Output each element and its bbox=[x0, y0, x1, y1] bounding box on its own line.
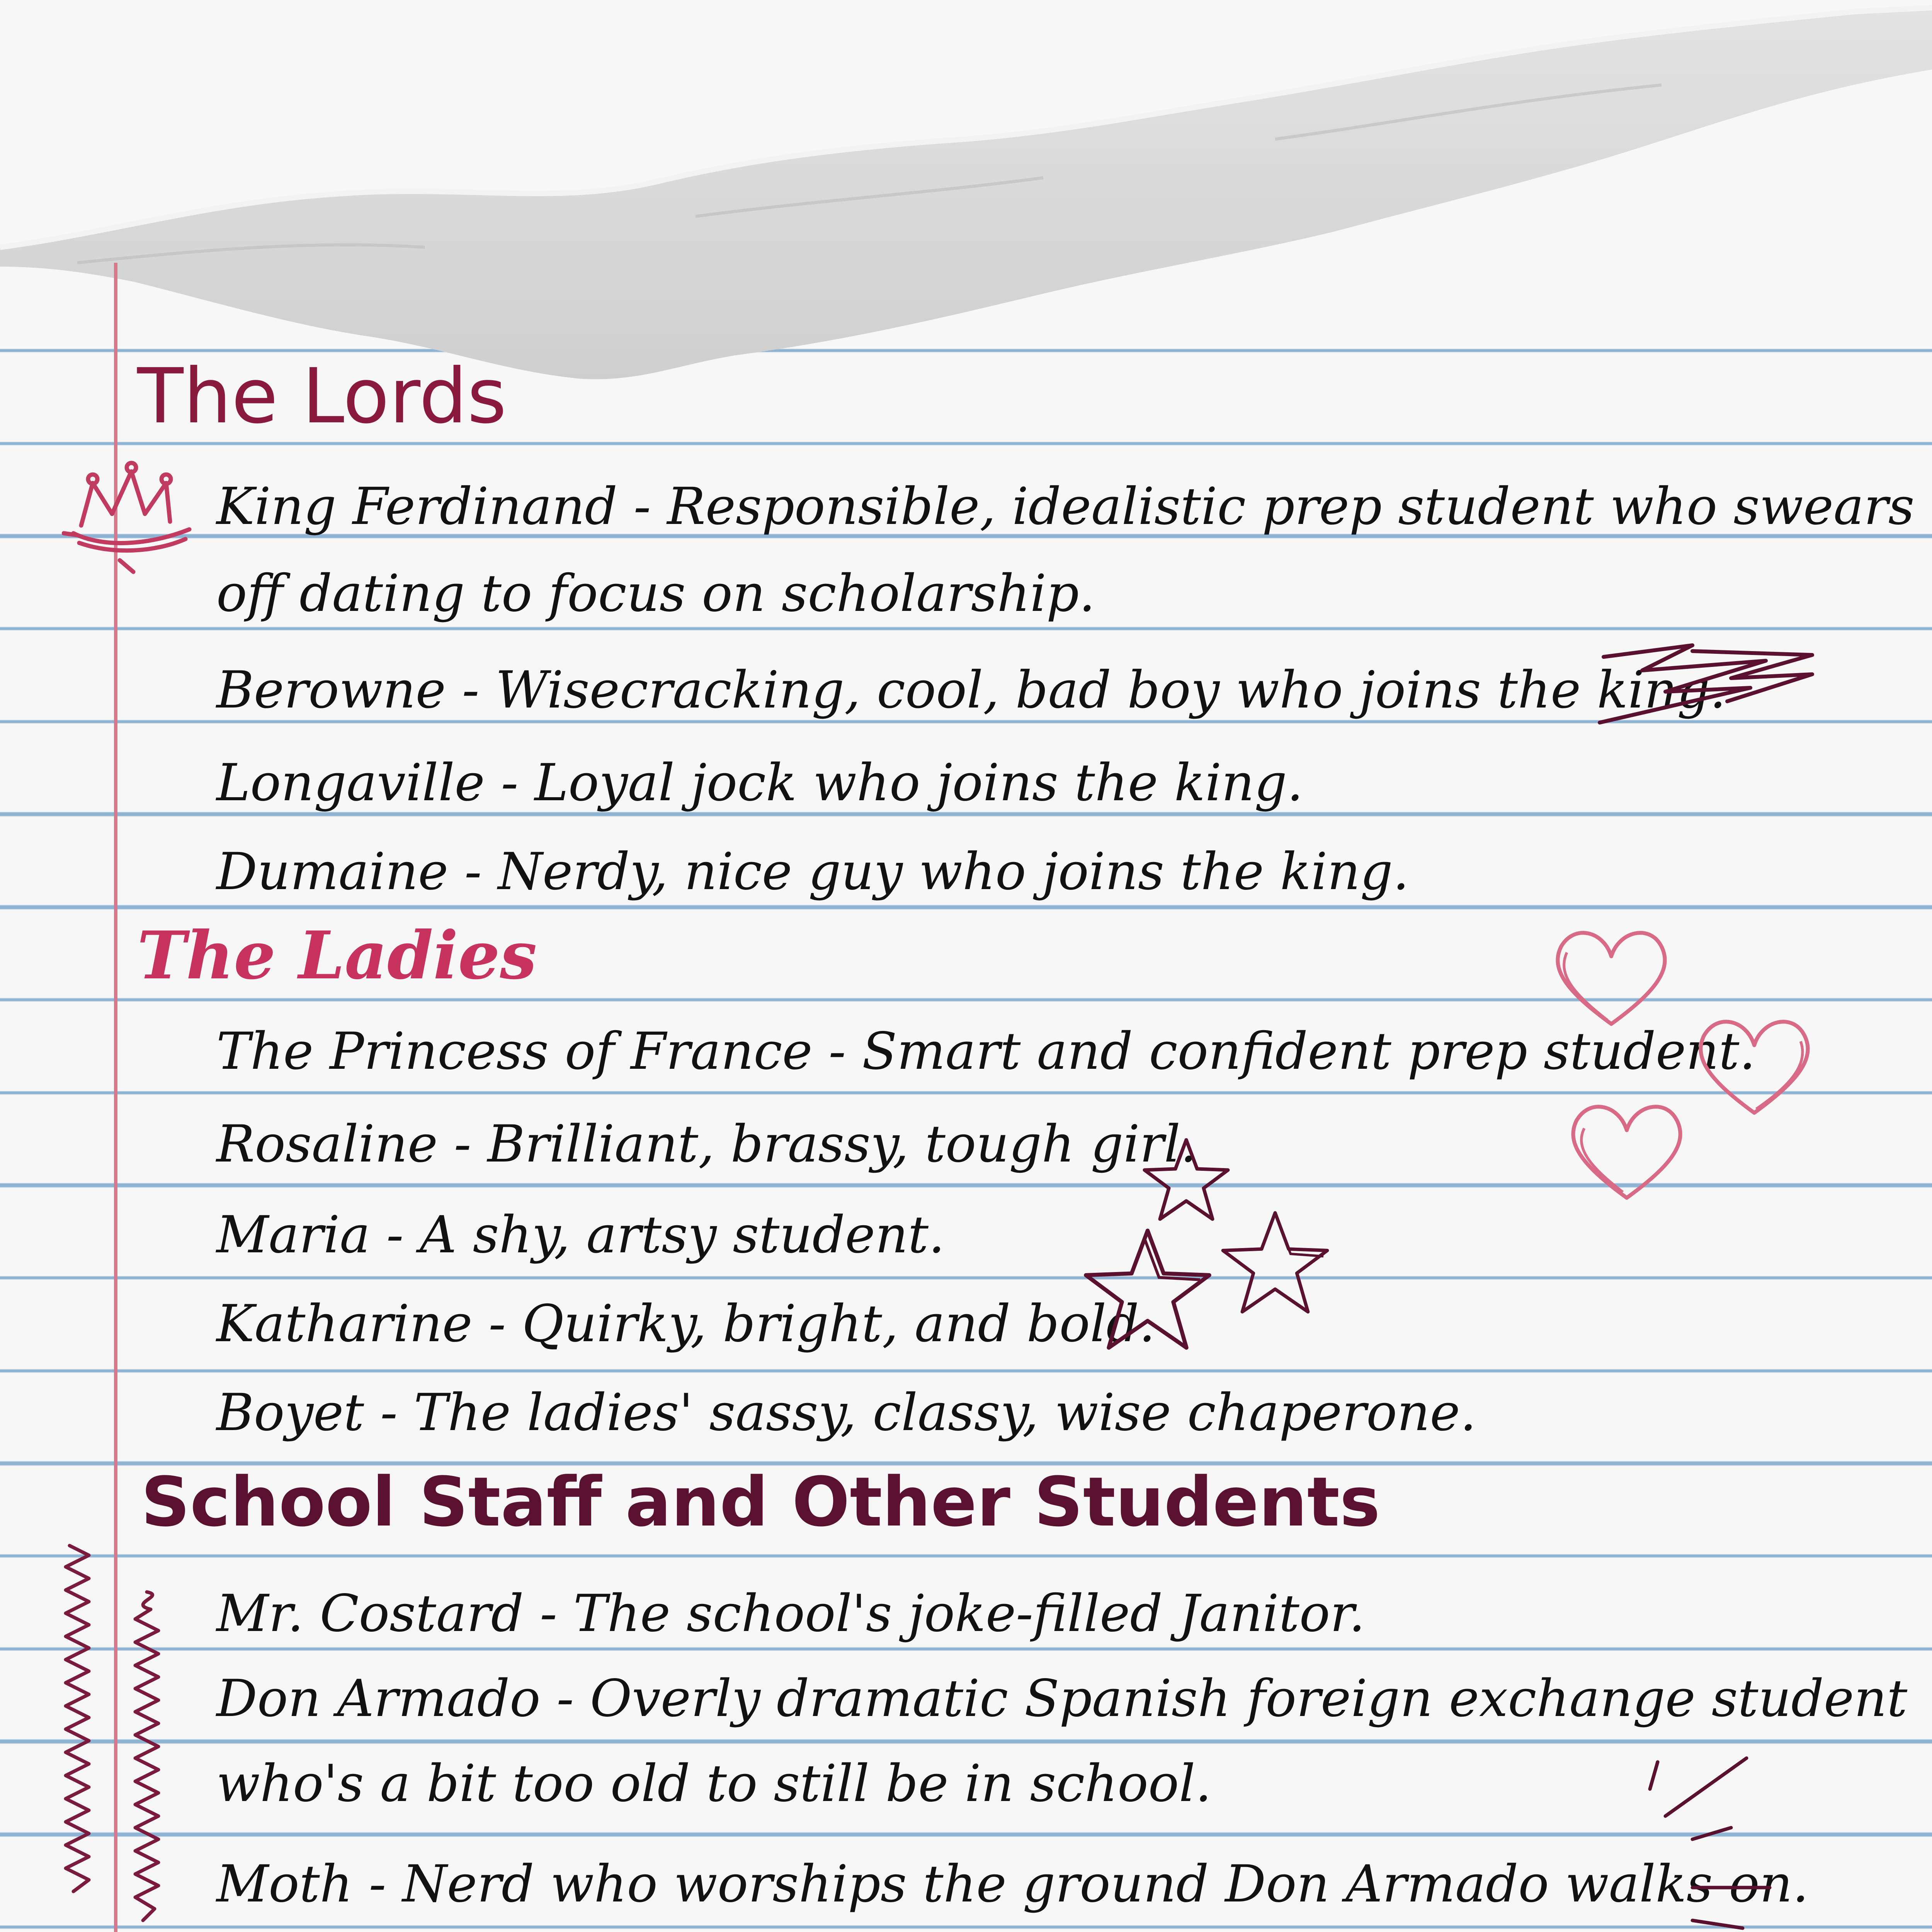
staff-line-don-armado-cont: who's a bit too old to still be in school. bbox=[216, 1754, 1212, 1813]
heart-icon bbox=[1546, 920, 1677, 1036]
lords-line-king-ferdinand: King Ferdinand - Responsible, idealistic prep student who swears bbox=[216, 477, 1915, 536]
lords-line-longaville: Longaville - Loyal jock who joins the king. bbox=[216, 753, 1303, 813]
heart-icon bbox=[1561, 1094, 1692, 1209]
ladies-line-katharine: Katharine - Quirky, bright, and bold. bbox=[216, 1294, 1155, 1354]
lords-line-berowne: Berowne - Wisecracking, cool, bad boy who joins the king. bbox=[216, 660, 1726, 720]
ladies-line-princess: The Princess of France - Smart and confident prep student. bbox=[216, 1022, 1756, 1081]
heading-school-staff: School Staff and Other Students bbox=[141, 1463, 1380, 1542]
ladies-line-rosaline: Rosaline - Brilliant, brassy, tough girl. bbox=[216, 1114, 1197, 1174]
heart-icon bbox=[1689, 1009, 1820, 1124]
heading-the-lords: The Lords bbox=[137, 352, 507, 440]
zigzag-icon bbox=[1565, 634, 1835, 742]
heading-the-ladies: The Ladies bbox=[137, 917, 537, 994]
staff-line-don-armado: Don Armado - Overly dramatic Spanish foreign exchange student bbox=[216, 1669, 1908, 1728]
torn-paper-strip bbox=[0, 0, 1932, 386]
crown-icon bbox=[62, 456, 201, 580]
squiggle-icon bbox=[54, 1542, 100, 1897]
squiggle-icon bbox=[124, 1588, 170, 1928]
staff-line-costard: Mr. Costard - The school's joke-filled Janitor. bbox=[216, 1584, 1365, 1643]
ladies-line-maria: Maria - A shy, artsy student. bbox=[216, 1205, 945, 1265]
star-icon bbox=[1217, 1206, 1333, 1321]
lords-line-dumaine: Dumaine - Nerdy, nice guy who joins the king. bbox=[216, 842, 1409, 901]
lords-line-king-ferdinand-cont: off dating to focus on scholarship. bbox=[216, 564, 1095, 623]
star-icon bbox=[1078, 1225, 1217, 1356]
burst-lines-icon bbox=[1634, 1747, 1797, 1932]
ladies-line-boyet: Boyet - The ladies' sassy, classy, wise chaperone. bbox=[216, 1383, 1476, 1442]
staff-line-moth: Moth - Nerd who worships the ground Don Armado walks on. bbox=[216, 1854, 1809, 1914]
